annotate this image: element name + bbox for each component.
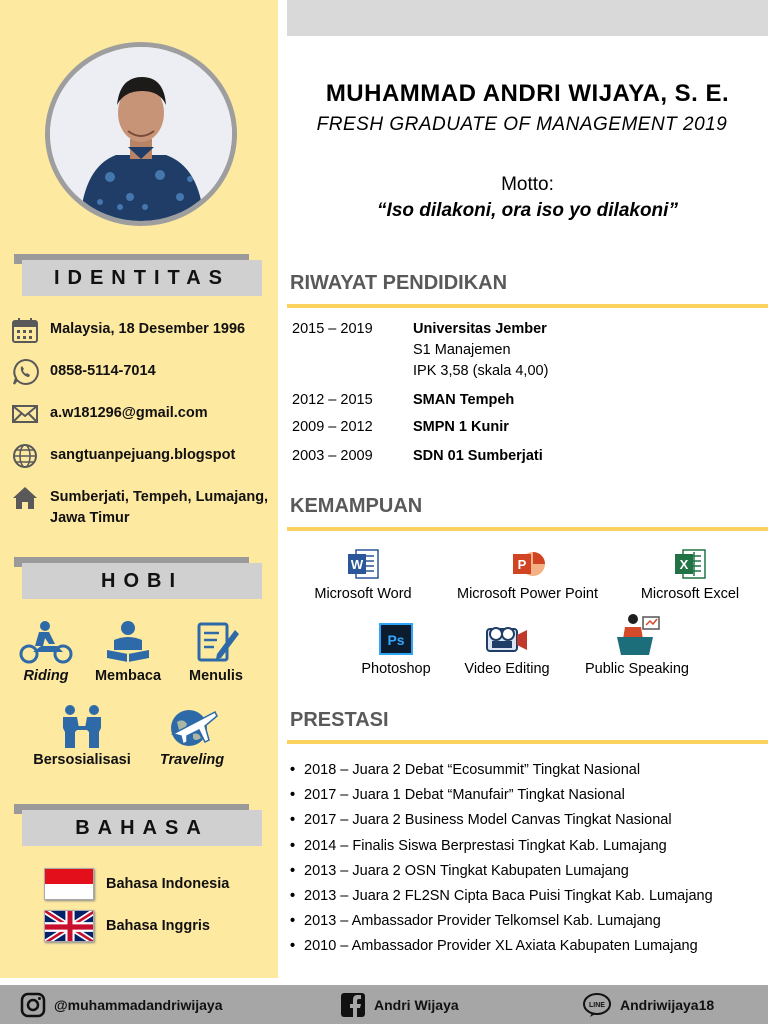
list-item: • 2013 – Juara 2 OSN Tingkat Kabupaten Lumajang [290,862,629,879]
skill-word [300,548,426,602]
skill-public-speaking-label: Public Speaking [585,661,689,677]
hobby-riding-label: Riding [23,668,69,684]
education-gpa: IPK 3,58 (skala 4,00) [413,363,549,379]
svg-text:X: X [679,557,689,572]
avatar [45,42,237,226]
hobby-traveling-label: Traveling [159,752,225,768]
education-major: S1 Manajemen [413,342,511,358]
photoshop-icon [379,623,413,655]
skill-excel [628,548,752,602]
education-row [292,417,762,438]
profile-name: MUHAMMAD ANDRI WIJAYA, S. E. [325,80,730,107]
facebook-icon [340,992,366,1018]
birth-text: Malaysia, 18 Desember 1996 [50,321,246,337]
prestasi-title: PRESTASI [290,709,389,731]
list-item: • 2017 – Juara 2 Business Model Canvas Tingkat Nasional [290,812,672,829]
hobi-header [14,557,262,599]
list-item: • 2010 – Ambassador Provider XL Axiata Kabupaten Lumajang [290,938,698,955]
skill-powerpoint [440,548,615,602]
kemampuan-title: KEMAMPUAN [290,495,423,517]
excel-icon [673,548,707,580]
skill-video-label: Video Editing [464,661,550,677]
footer-line[interactable] [582,985,714,1024]
list-item: • 2017 – Juara 1 Debat “Manufair” Tingkat Nasional [290,787,625,804]
education-years: 2009 – 2012 [292,419,373,435]
identitas-item-birth [8,315,273,345]
kemampuan-divider [287,527,768,531]
skill-photoshop-label: Photoshop [361,661,431,677]
hobby-menulis-label: Menulis [189,668,243,684]
hobby-bersosialisasi-label: Bersosialisasi [33,752,131,768]
hobi-title: HOBI [101,569,183,592]
education-row [292,390,762,411]
svg-text:P: P [517,557,526,572]
education-school: Universitas Jember [413,321,547,337]
motto-text: “Iso dilakoni, ora iso yo dilakoni” [377,200,678,221]
hobby-membaca [88,620,168,684]
language-inggris-label: Bahasa Inggris [106,918,210,934]
airplane-globe-icon [165,704,219,748]
profile-photo [50,47,232,221]
hobby-bersosialisasi [32,704,132,768]
identitas-header [14,254,262,296]
footer-facebook[interactable] [340,985,459,1024]
riding-icon [19,620,73,664]
pendidikan-divider [287,304,768,308]
education-school: SDN 01 Sumberjati [413,448,543,464]
identitas-title: IDENTITAS [53,266,231,289]
education-years: 2015 – 2019 [292,321,373,337]
reading-icon [101,620,155,664]
svg-text:LINE: LINE [589,1001,605,1009]
language-indonesia [44,868,229,900]
list-item: • 2013 – Juara 2 FL2SN Cipta Baca Puisi Tingkat Kab. Lumajang [290,888,713,905]
identitas-item-address [8,483,273,529]
address-text: Sumberjati, Tempeh, Lumajang, Jawa Timur [50,489,269,526]
identitas-item-blog [8,441,273,471]
list-item: • 2018 – Juara 2 Debat “Ecosummit” Tingkat Nasional [290,762,641,778]
education-years: 2012 – 2015 [292,392,373,408]
indonesia-flag-icon [44,868,94,900]
pendidikan-title: RIWAYAT PENDIDIKAN [290,272,508,294]
hobby-membaca-label: Membaca [94,668,162,684]
instagram-handle: @muhammadandriwijaya [54,996,223,1013]
top-bar [287,0,768,36]
education-row [292,319,762,382]
bahasa-title: BAHASA [75,816,209,839]
education-years: 2003 – 2009 [292,448,373,464]
footer [0,985,768,1024]
line-icon [582,992,612,1018]
instagram-icon [20,992,46,1018]
skill-public-speaking [574,613,700,677]
globe-icon [8,441,42,471]
skill-excel-label: Microsoft Excel [640,586,740,602]
prestasi-divider [287,740,768,744]
language-inggris [44,910,210,942]
motto-label: Motto: [501,174,554,195]
skill-powerpoint-label: Microsoft Power Point [456,586,599,602]
language-indonesia-label: Bahasa Indonesia [106,876,230,892]
speaker-icon [613,613,661,655]
skill-photoshop [350,623,442,677]
calendar-icon [8,315,42,345]
skill-word-label: Microsoft Word [314,586,412,602]
hobby-riding [6,620,86,684]
hobby-traveling [152,704,232,768]
bahasa-header [14,804,262,846]
svg-text:W: W [350,557,364,572]
education-row [292,446,762,467]
writing-icon [189,620,243,664]
prestasi-list [290,758,768,960]
handshake-icon [55,704,109,748]
video-camera-icon [483,623,531,655]
hobby-menulis [176,620,256,684]
footer-instagram[interactable] [20,985,222,1024]
list-item: • 2014 – Finalis Siswa Berprestasi Tingkat Kab. Lumajang [290,837,667,854]
education-school: SMPN 1 Kunir [413,419,509,435]
profile-subtitle: FRESH GRADUATE OF MANAGEMENT 2019 [316,114,728,135]
phone-text: 0858-5114-7014 [50,363,156,379]
uk-flag-icon [44,910,94,942]
email-text: a.w181296@gmail.com [50,405,208,421]
education-school: SMAN Tempeh [413,392,515,408]
line-id: Andriwijaya18 [620,996,715,1013]
whatsapp-icon [8,357,42,387]
skill-video [455,623,559,677]
person-photo-icon [50,47,232,221]
list-item: • 2013 – Ambassador Provider Telkomsel Kab. Lumajang [290,913,661,930]
facebook-name: Andri Wijaya [374,996,459,1013]
identitas-item-email [8,399,273,429]
powerpoint-icon [511,548,545,580]
svg-text:Ps: Ps [387,632,405,648]
sidebar [0,0,278,978]
blog-text: sangtuanpejuang.blogspot [50,447,236,463]
home-icon [8,483,42,513]
mail-icon [8,399,42,429]
word-icon [346,548,380,580]
identitas-item-phone [8,357,273,387]
